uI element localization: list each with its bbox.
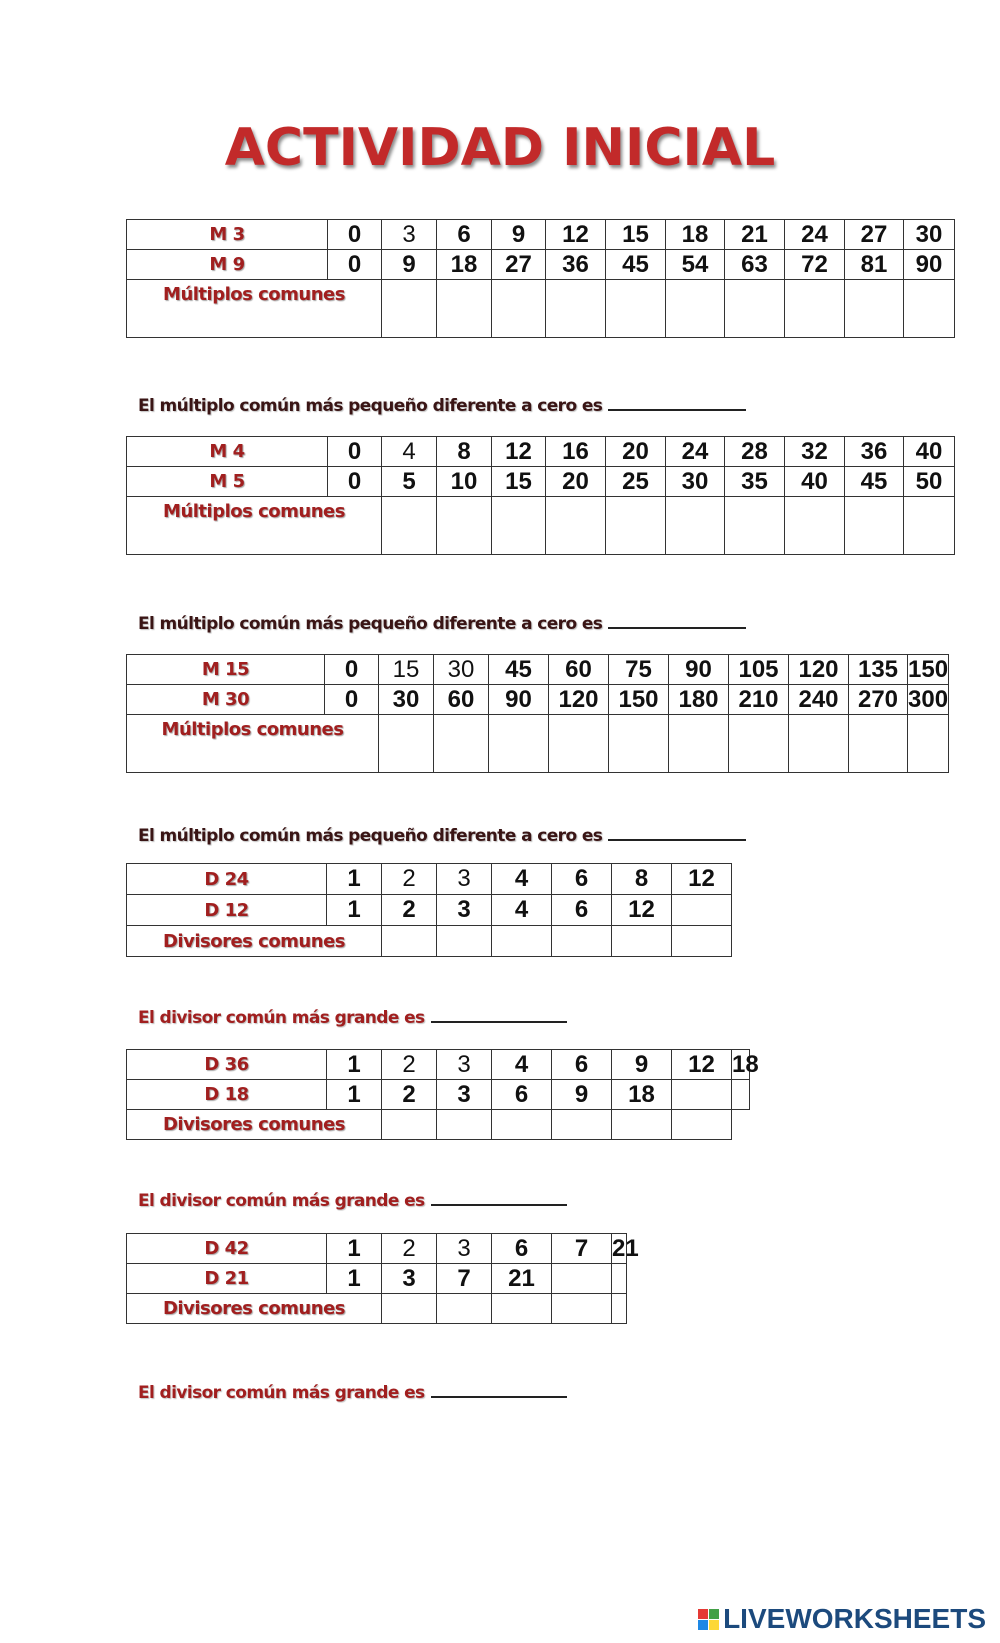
common-label: Divisores comunes — [127, 926, 382, 957]
row-label: M 15 — [127, 655, 325, 685]
value-cell: 12 — [492, 437, 546, 467]
value-cell: 6 — [552, 895, 612, 926]
multiples-table-3 — [126, 654, 949, 773]
value-cell: 4 — [492, 1050, 552, 1080]
value-cell: 8 — [437, 437, 492, 467]
value-cell: 36 — [845, 437, 904, 467]
answer-cell[interactable] — [552, 1110, 612, 1140]
row-label: D 24 — [127, 864, 327, 895]
answer-cell[interactable] — [492, 280, 546, 338]
value-cell: 90 — [489, 685, 549, 715]
value-cell: 1 — [327, 1264, 382, 1294]
value-cell: 180 — [669, 685, 729, 715]
answer-cell[interactable] — [725, 497, 785, 555]
value-cell: 6 — [437, 220, 492, 250]
value-cell: 30 — [434, 655, 489, 685]
value-cell: 15 — [606, 220, 666, 250]
common-label: Divisores comunes — [127, 1110, 382, 1140]
value-cell: 5 — [382, 467, 437, 497]
value-cell: 1 — [327, 864, 382, 895]
value-cell: 35 — [725, 467, 785, 497]
common-row — [127, 280, 955, 338]
value-cell: 28 — [725, 437, 785, 467]
value-cell: 0 — [328, 220, 382, 250]
logo-blocks-icon — [698, 1609, 719, 1630]
answer-blank[interactable] — [431, 1396, 567, 1398]
table-row — [127, 1264, 627, 1294]
question-text: El divisor común más grande es — [138, 1008, 425, 1028]
value-cell: 9 — [382, 250, 437, 280]
value-cell: 240 — [789, 685, 849, 715]
table-row — [127, 655, 949, 685]
answer-cell[interactable] — [492, 1110, 552, 1140]
liveworksheets-logo — [698, 1603, 986, 1635]
value-cell: 0 — [328, 250, 382, 280]
value-cell: 150 — [609, 685, 669, 715]
row-label: M 5 — [127, 467, 328, 497]
answer-cell[interactable] — [612, 926, 672, 957]
question-4 — [138, 1008, 567, 1028]
value-cell: 20 — [546, 467, 606, 497]
value-cell: 150 — [908, 655, 949, 683]
answer-cell[interactable] — [437, 926, 492, 957]
question-text: El divisor común más grande es — [138, 1383, 425, 1403]
value-cell: 0 — [325, 655, 379, 685]
value-cell: 1 — [327, 1050, 382, 1080]
common-label: Múltiplos comunes — [127, 280, 382, 338]
answer-cell[interactable] — [609, 715, 669, 773]
value-cell: 0 — [328, 437, 382, 467]
answer-blank[interactable] — [608, 627, 746, 629]
answer-cell[interactable] — [612, 1294, 627, 1324]
common-row — [127, 1294, 627, 1324]
question-6 — [138, 1383, 567, 1403]
answer-blank[interactable] — [431, 1021, 567, 1023]
answer-cell[interactable] — [845, 280, 904, 338]
row-label: D 36 — [127, 1050, 327, 1080]
value-cell: 3 — [437, 1234, 492, 1264]
value-cell: 12 — [546, 220, 606, 250]
value-cell: 6 — [492, 1080, 552, 1110]
answer-blank[interactable] — [608, 839, 746, 841]
value-cell: 2 — [382, 1234, 437, 1264]
answer-cell[interactable] — [382, 1294, 437, 1324]
answer-cell[interactable] — [904, 280, 955, 338]
value-cell: 15 — [379, 655, 434, 685]
answer-cell[interactable] — [606, 280, 666, 338]
value-cell: 45 — [606, 250, 666, 280]
answer-cell[interactable] — [546, 280, 606, 338]
value-cell: 1 — [327, 895, 382, 926]
value-cell: 36 — [546, 250, 606, 280]
table-row — [127, 1234, 627, 1264]
answer-cell[interactable] — [908, 715, 949, 773]
table-row — [127, 467, 955, 497]
row-label: D 42 — [127, 1234, 327, 1264]
answer-cell[interactable] — [904, 497, 955, 555]
answer-cell[interactable] — [382, 497, 437, 555]
answer-cell[interactable] — [789, 715, 849, 773]
value-cell: 0 — [328, 467, 382, 497]
value-cell: 30 — [666, 467, 725, 497]
value-cell: 3 — [437, 1080, 492, 1110]
question-text: El múltiplo común más pequeño diferente a cero es — [138, 396, 603, 416]
answer-cell[interactable] — [785, 497, 845, 555]
answer-cell[interactable] — [552, 926, 612, 957]
value-cell: 12 — [612, 895, 672, 926]
value-cell: 18 — [732, 1050, 759, 1078]
value-cell: 105 — [729, 655, 789, 685]
row-label: M 9 — [127, 250, 328, 280]
value-cell: 0 — [325, 685, 379, 715]
divisors-table-2 — [126, 1049, 759, 1140]
common-label: Múltiplos comunes — [127, 715, 379, 773]
answer-cell[interactable] — [437, 1294, 492, 1324]
question-text: El divisor común más grande es — [138, 1191, 425, 1211]
value-cell: 1 — [327, 1234, 382, 1264]
value-cell: 21 — [612, 1234, 639, 1262]
value-cell — [612, 1264, 627, 1294]
answer-cell[interactable] — [437, 280, 492, 338]
common-label: Múltiplos comunes — [127, 497, 382, 555]
value-cell: 24 — [666, 437, 725, 467]
value-cell: 72 — [785, 250, 845, 280]
logo-text: LIVEWORKSHEETS — [723, 1603, 986, 1634]
value-cell: 15 — [492, 467, 546, 497]
divisors-table-1 — [126, 863, 732, 957]
value-cell: 18 — [612, 1080, 672, 1110]
value-cell: 2 — [382, 1080, 437, 1110]
value-cell: 6 — [492, 1234, 552, 1264]
divisors-table-3 — [126, 1233, 639, 1324]
value-cell: 21 — [492, 1264, 552, 1294]
value-cell: 18 — [437, 250, 492, 280]
value-cell: 120 — [549, 685, 609, 715]
value-cell: 18 — [666, 220, 725, 250]
answer-cell[interactable] — [549, 715, 609, 773]
value-cell: 90 — [669, 655, 729, 685]
value-cell: 300 — [908, 685, 949, 713]
value-cell: 6 — [552, 1050, 612, 1080]
common-label: Divisores comunes — [127, 1294, 382, 1324]
value-cell — [672, 895, 732, 926]
value-cell: 7 — [437, 1264, 492, 1294]
value-cell: 50 — [904, 467, 955, 497]
value-cell: 27 — [492, 250, 546, 280]
answer-cell[interactable] — [434, 715, 489, 773]
table-row — [127, 864, 732, 895]
value-cell: 45 — [845, 467, 904, 497]
table-row — [127, 250, 955, 280]
value-cell: 3 — [437, 864, 492, 895]
table-row — [127, 895, 732, 926]
value-cell: 4 — [382, 437, 437, 467]
value-cell: 270 — [849, 685, 908, 715]
multiples-table-1 — [126, 219, 955, 338]
answer-cell[interactable] — [845, 497, 904, 555]
question-text: El múltiplo común más pequeño diferente a cero es — [138, 614, 603, 634]
row-label: M 30 — [127, 685, 325, 715]
value-cell: 54 — [666, 250, 725, 280]
value-cell: 12 — [672, 1050, 732, 1080]
answer-cell[interactable] — [492, 497, 546, 555]
answer-cell[interactable] — [672, 926, 732, 957]
answer-cell[interactable] — [849, 715, 908, 773]
value-cell: 9 — [492, 220, 546, 250]
value-cell: 8 — [612, 864, 672, 895]
question-text: El múltiplo común más pequeño diferente a cero es — [138, 826, 603, 846]
row-label: M 4 — [127, 437, 328, 467]
value-cell — [672, 1080, 732, 1110]
common-row — [127, 715, 949, 773]
value-cell: 2 — [382, 864, 437, 895]
value-cell: 7 — [552, 1234, 612, 1264]
value-cell: 120 — [789, 655, 849, 685]
value-cell: 2 — [382, 895, 437, 926]
value-cell: 4 — [492, 895, 552, 926]
value-cell: 81 — [845, 250, 904, 280]
answer-cell[interactable] — [492, 1294, 552, 1324]
answer-cell[interactable] — [672, 1110, 732, 1140]
question-2 — [138, 614, 746, 634]
value-cell: 63 — [725, 250, 785, 280]
multiples-table-2 — [126, 436, 955, 555]
value-cell: 210 — [729, 685, 789, 715]
answer-blank[interactable] — [608, 409, 746, 411]
value-cell: 20 — [606, 437, 666, 467]
value-cell: 16 — [546, 437, 606, 467]
value-cell: 60 — [434, 685, 489, 715]
answer-cell[interactable] — [382, 1110, 437, 1140]
row-label: D 21 — [127, 1264, 327, 1294]
answer-cell[interactable] — [546, 497, 606, 555]
question-3 — [138, 826, 746, 846]
common-row — [127, 926, 732, 957]
answer-cell[interactable] — [729, 715, 789, 773]
question-1 — [138, 396, 746, 416]
value-cell: 90 — [904, 250, 955, 280]
value-cell: 12 — [672, 864, 732, 895]
value-cell: 27 — [845, 220, 904, 250]
answer-cell[interactable] — [666, 497, 725, 555]
answer-cell[interactable] — [382, 280, 437, 338]
value-cell: 25 — [606, 467, 666, 497]
answer-cell[interactable] — [379, 715, 434, 773]
value-cell: 45 — [489, 655, 549, 685]
value-cell: 9 — [552, 1080, 612, 1110]
value-cell: 32 — [785, 437, 845, 467]
value-cell: 6 — [552, 864, 612, 895]
value-cell: 60 — [549, 655, 609, 685]
answer-cell[interactable] — [612, 1110, 672, 1140]
value-cell: 30 — [379, 685, 434, 715]
value-cell: 30 — [904, 220, 955, 250]
value-cell: 3 — [437, 1050, 492, 1080]
value-cell: 1 — [327, 1080, 382, 1110]
value-cell — [552, 1264, 612, 1294]
value-cell: 3 — [437, 895, 492, 926]
row-label: D 12 — [127, 895, 327, 926]
value-cell: 21 — [725, 220, 785, 250]
answer-cell[interactable] — [492, 926, 552, 957]
answer-cell[interactable] — [606, 497, 666, 555]
value-cell: 4 — [492, 864, 552, 895]
table-row — [127, 220, 955, 250]
common-row — [127, 497, 955, 555]
value-cell: 2 — [382, 1050, 437, 1080]
row-label: M 3 — [127, 220, 328, 250]
answer-cell[interactable] — [437, 1110, 492, 1140]
value-cell: 10 — [437, 467, 492, 497]
page-title: ACTIVIDAD INICIAL — [224, 118, 776, 178]
answer-cell[interactable] — [552, 1294, 612, 1324]
value-cell: 24 — [785, 220, 845, 250]
value-cell: 3 — [382, 220, 437, 250]
value-cell: 40 — [904, 437, 955, 467]
value-cell: 135 — [849, 655, 908, 685]
row-label: D 18 — [127, 1080, 327, 1110]
table-row — [127, 1050, 750, 1080]
value-cell: 9 — [612, 1050, 672, 1080]
answer-cell[interactable] — [669, 715, 729, 773]
question-5 — [138, 1191, 567, 1211]
answer-cell[interactable] — [437, 497, 492, 555]
table-row — [127, 437, 955, 467]
table-row — [127, 1080, 750, 1110]
answer-cell[interactable] — [489, 715, 549, 773]
answer-cell[interactable] — [725, 280, 785, 338]
value-cell: 75 — [609, 655, 669, 685]
value-cell: 3 — [382, 1264, 437, 1294]
value-cell: 40 — [785, 467, 845, 497]
value-cell — [732, 1080, 750, 1110]
common-row — [127, 1110, 750, 1140]
answer-cell[interactable] — [785, 280, 845, 338]
table-row — [127, 685, 949, 715]
answer-cell[interactable] — [382, 926, 437, 957]
answer-cell[interactable] — [666, 280, 725, 338]
answer-blank[interactable] — [431, 1204, 567, 1206]
